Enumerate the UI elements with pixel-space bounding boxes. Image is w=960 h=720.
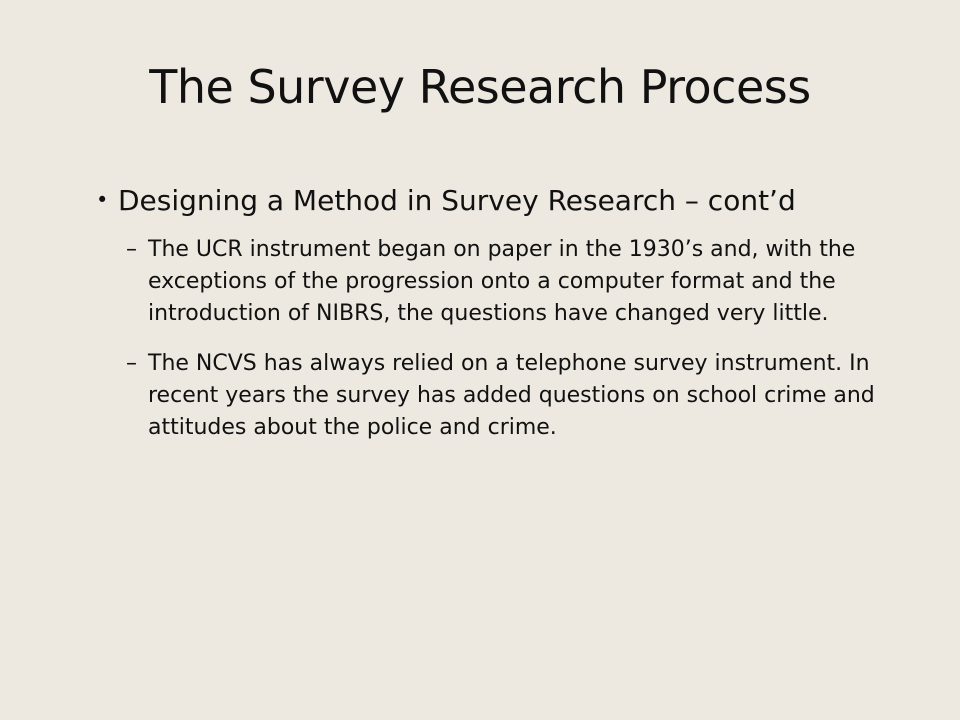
main-bullet-list (96, 182, 916, 462)
sub-bullet-item (126, 234, 916, 330)
bullet-icon: • (96, 188, 109, 212)
bullet-text: Designing a Method in Survey Research – cont’d (118, 184, 796, 217)
bullet-item (96, 182, 916, 220)
slide-title: The Survey Research Process (149, 60, 811, 114)
sub-bullet-item (126, 348, 916, 444)
dash-icon: – (126, 351, 137, 376)
dash-icon: – (126, 237, 137, 262)
sub-bullet-text: The UCR instrument began on paper in the 1930’s and, with the exceptions of the progression onto a computer format and the introduction of NIBRS, the questions have changed very little. (148, 237, 856, 326)
sub-bullet-text: The NCVS has always relied on a telephone survey instrument. In recent years the survey has added questions on school crime and attitudes about the police and crime. (148, 351, 875, 440)
sub-bullet-list (126, 234, 916, 444)
